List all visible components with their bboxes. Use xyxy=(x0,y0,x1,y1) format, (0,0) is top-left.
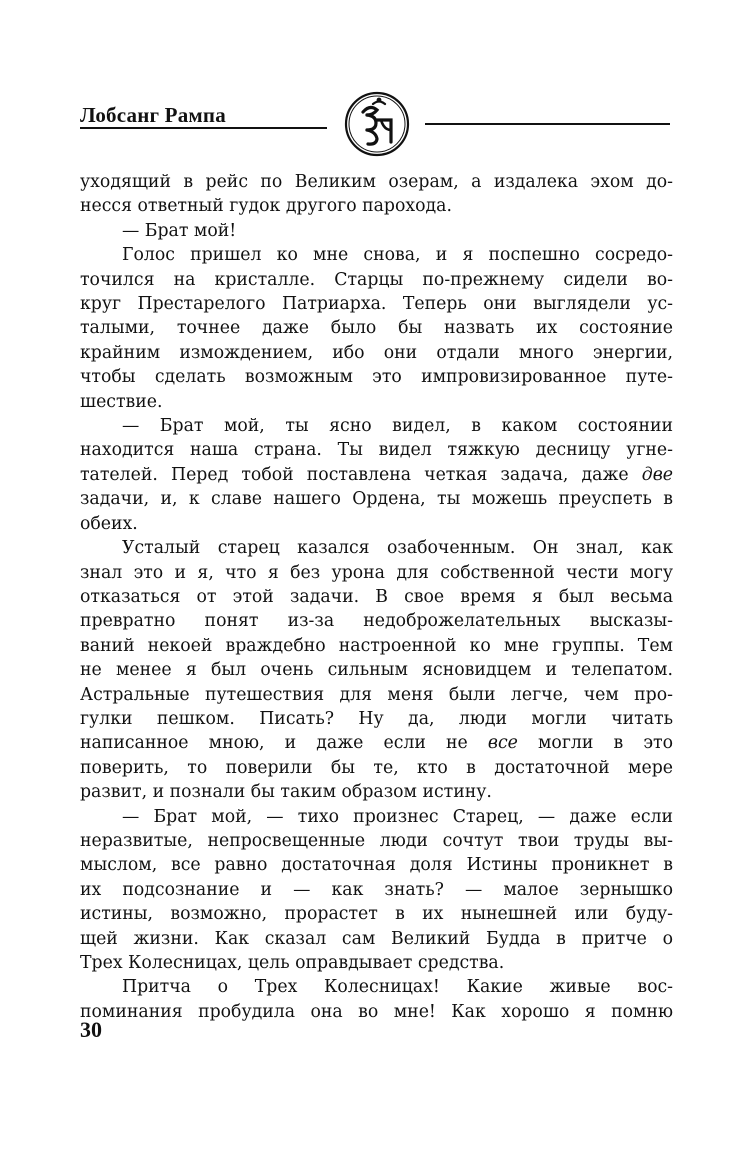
body-text xyxy=(80,170,673,1024)
text-line: чтобы сделать возможным это импровизированное путе- xyxy=(80,367,673,388)
text-line: поверить, то поверили бы те, кто в достаточной мере xyxy=(80,757,673,778)
text-line: неразвитые, непросвещенные люди сочтут твои труды вы- xyxy=(80,830,673,851)
text-line: ваний некоей враждебно настроенной ко мне группы. Тем xyxy=(80,635,673,656)
text-line: Голос пришел ко мне снова, и я поспешно сосредо- xyxy=(122,245,673,266)
text-line: Усталый старец казался озабоченным. Он знал, как xyxy=(122,538,673,559)
text-line: написанное мною, и даже если не все могли в это xyxy=(80,733,673,754)
text-line: знал это и я, что я без урона для собственной чести могу xyxy=(80,562,673,583)
text-line: истины, возможно, прорастет в их нынешней или буду- xyxy=(80,904,673,925)
text-line: Притча о Трех Колесницах! Какие живые вос- xyxy=(122,977,673,998)
om-symbol-icon xyxy=(343,90,411,158)
text-line: круг Престарелого Патриарха. Теперь они выглядели ус- xyxy=(80,294,673,315)
text-line: щей жизни. Как сказал сам Великий Будда в притче о xyxy=(80,928,673,949)
text-line: Астральные путешествия для меня были легче, чем про- xyxy=(80,684,673,705)
text-line: уходящий в рейс по Великим озерам, а издалека эхом до- xyxy=(80,172,673,192)
text-line: Трех Колесницах, цель оправдывает средства. xyxy=(80,953,505,973)
header-rule-left xyxy=(80,127,327,129)
page-number: 30 xyxy=(80,1017,102,1042)
text-line: крайним измождением, ибо они отдали много энергии, xyxy=(80,342,673,363)
text-line: превратно понят из-за недоброжелательных высказы- xyxy=(80,611,673,632)
text-line: несся ответный гудок другого парохода. xyxy=(80,196,452,217)
text-line: обеих. xyxy=(80,513,138,534)
text-line: шествие. xyxy=(80,391,163,412)
text-line: гулки пешком. Писать? Ну да, люди могли читать xyxy=(80,708,673,729)
text-line: находится наша страна. Ты видел тяжкую десницу угне- xyxy=(80,440,673,461)
text-line: поминания пробудила она во мне! Как хорошо я помню xyxy=(80,1001,673,1022)
text-line: развит, и познали бы таким образом истину. xyxy=(80,782,492,803)
text-line: талыми, точнее даже было бы назвать их состояние xyxy=(80,318,673,339)
text-line: мыслом, все равно достаточная доля Истины проникнет в xyxy=(80,855,673,876)
running-head-author: Лобсанг Рампа xyxy=(80,103,226,127)
text-line: — Брат мой! xyxy=(122,220,237,241)
text-line: их подсознание и — как знать? — малое зернышко xyxy=(80,879,673,900)
emphasis: все xyxy=(487,733,518,754)
text-line: — Брат мой, ты ясно видел, в каком состоянии xyxy=(122,416,673,437)
text-line: не менее я был очень сильным ясновидцем и телепатом. xyxy=(80,660,673,681)
text-line: — Брат мой, — тихо произнес Старец, — даже если xyxy=(122,806,673,827)
text-line: тателей. Перед тобой поставлена четкая задача, даже две xyxy=(80,464,673,485)
page-header xyxy=(80,90,680,170)
text-line: точился на кристалле. Старцы по-прежнему сидели во- xyxy=(80,269,673,290)
header-rule-right xyxy=(425,123,670,125)
text-line: задачи, и, к славе нашего Ордена, ты можешь преуспеть в xyxy=(80,489,673,510)
emphasis: две xyxy=(641,464,673,485)
text-line: отказаться от этой задачи. В свое время я был весьма xyxy=(80,586,673,607)
